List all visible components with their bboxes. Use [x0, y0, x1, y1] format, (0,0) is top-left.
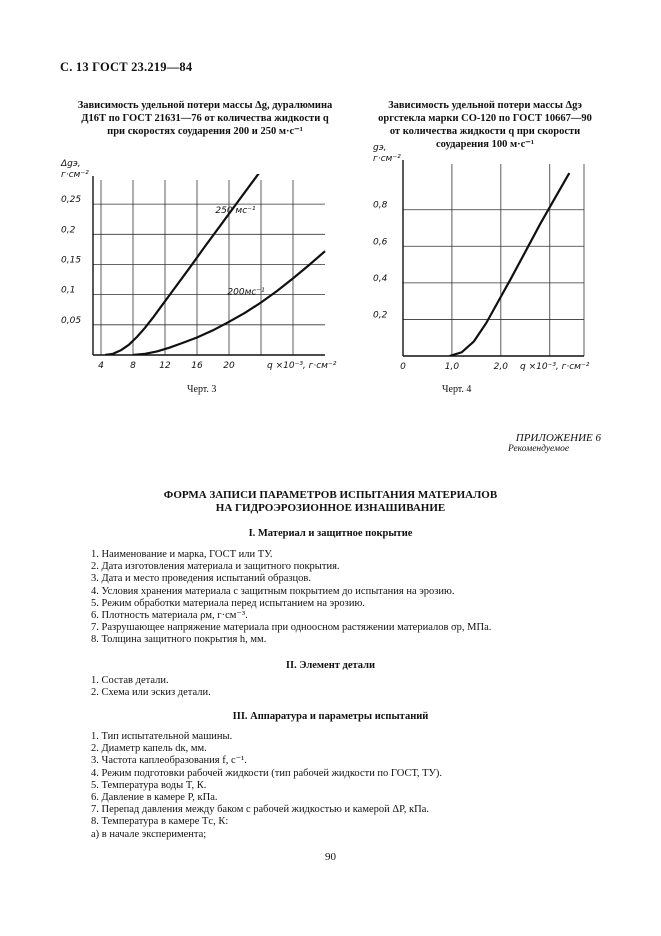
- x-axis-label: q ×10⁻³, г·см⁻²: [520, 362, 590, 372]
- x-axis-label: q ×10⁻³, г·см⁻²: [267, 361, 337, 371]
- chart3-caption-line: Д16Т по ГОСТ 21631—76 от количества жидкости q: [81, 113, 329, 124]
- series-label: 200мс⁻¹: [227, 287, 265, 298]
- chart3-caption-line: Зависимость удельной потери массы Δg, дуралюмина: [77, 100, 333, 111]
- x-tick-label: 20: [223, 361, 235, 371]
- y-tick-label: 0,4: [373, 273, 388, 284]
- section-1-title: I. Материал и защитное покрытие: [248, 528, 413, 539]
- list-item: 2. Дата изготовления материала и защитного покрытия.: [91, 561, 340, 573]
- chart3: [55, 160, 340, 375]
- list-item: 3. Частота каплеобразования f, с⁻¹.: [91, 755, 247, 767]
- list-item: 6. Давление в камере P, кПа.: [91, 792, 218, 804]
- y-tick-label: 0,1: [61, 285, 76, 296]
- list-item: 1. Тип испытательной машины.: [91, 731, 233, 742]
- x-tick-label: 1,0: [444, 362, 460, 372]
- y-tick-label: 0,2: [61, 225, 76, 236]
- list-item: 6. Плотность материала ρм, г·см⁻³.: [91, 610, 248, 622]
- x-tick-label: 4: [98, 361, 104, 371]
- section-1-list: [91, 549, 491, 647]
- page-header: С. 13 ГОСТ 23.219—84: [60, 60, 193, 74]
- chart3-caption: [60, 99, 350, 138]
- list-item: 4. Условия хранения материала с защитным покрытием до испытания на эрозию.: [91, 585, 455, 597]
- series-line: [105, 160, 269, 356]
- series-line: [450, 173, 570, 356]
- list-item: 1. Наименование и марка, ГОСТ или ТУ.: [91, 549, 273, 560]
- section-3-title: III. Аппаратура и параметры испытаний: [232, 711, 429, 722]
- x-tick-label: 0: [400, 362, 406, 372]
- list-item: 5. Температура воды T, К.: [91, 779, 207, 791]
- y-axis-label: Δgэ,: [61, 159, 81, 169]
- y-tick-label: 0,05: [61, 315, 82, 326]
- chart4-label: Черт. 4: [442, 384, 472, 395]
- y-tick-label: 0,8: [373, 200, 388, 211]
- list-item: 7. Разрушающее напряжение материала при одноосном растяжении материалов σр, МПа.: [91, 622, 492, 634]
- y-axis-label: gэ,: [373, 143, 387, 153]
- title-line: НА ГИДРОЭРОЗИОННОЕ ИЗНАШИВАНИЕ: [215, 502, 446, 514]
- document-title: [0, 489, 661, 515]
- chart3-caption-line: при скоростях соударения 200 и 250 м·с⁻¹: [107, 126, 303, 137]
- x-tick-label: 8: [130, 361, 136, 371]
- section-3-list: [91, 731, 442, 841]
- list-item: 3. Дата и место проведения испытаний образцов.: [91, 573, 311, 585]
- list-item: а) в начале эксперимента;: [91, 828, 207, 840]
- y-tick-label: 0,25: [61, 195, 82, 206]
- list-item: 5. Режим обработки материала перед испытанием на эрозию.: [91, 597, 365, 609]
- chart4-caption-line: оргстекла марки СО-120 по ГОСТ 10667—90: [378, 113, 592, 124]
- chart4-caption-line: от количества жидкости q при скорости: [389, 126, 581, 137]
- list-item: 4. Режим подготовки рабочей жидкости (тип рабочей жидкости по ГОСТ, ТУ).: [91, 767, 443, 779]
- list-item: 2. Диаметр капель dк, мм.: [91, 743, 207, 755]
- title-line: ФОРМА ЗАПИСИ ПАРАМЕТРОВ ИСПЫТАНИЯ МАТЕРИАЛОВ: [163, 489, 498, 501]
- appendix-sub: Рекомендуемое: [508, 444, 570, 454]
- y-tick-label: 0,2: [373, 310, 388, 321]
- y-axis-unit: г·см⁻²: [61, 170, 89, 180]
- appendix-label: ПРИЛОЖЕНИЕ 6: [515, 432, 601, 444]
- chart4-caption-line: соударения 100 м·с⁻¹: [436, 139, 534, 150]
- list-item: 8. Толщина защитного покрытия h, мм.: [91, 634, 267, 646]
- list-item: 8. Температура в камере Tс, К:: [91, 816, 229, 828]
- series-label: 250 мс⁻¹: [215, 206, 256, 217]
- x-tick-label: 12: [159, 361, 171, 371]
- section-2-list: [91, 675, 211, 699]
- chart4-caption: [370, 99, 600, 151]
- chart4-caption-line: Зависимость удельной потери массы Δgэ: [388, 100, 582, 111]
- y-tick-label: 0,6: [373, 237, 388, 248]
- x-tick-label: 16: [191, 361, 203, 371]
- section-2-title: II. Элемент детали: [285, 660, 376, 671]
- y-axis-unit: г·см⁻²: [373, 154, 401, 164]
- list-item: 7. Перепад давления между баком с рабочей жидкостью и камерой ΔP, кПа.: [91, 804, 430, 816]
- list-item: 1. Состав детали.: [91, 675, 169, 686]
- page-number: 90: [325, 851, 336, 863]
- y-tick-label: 0,15: [61, 255, 82, 266]
- x-tick-label: 2,0: [493, 362, 509, 372]
- list-item: 2. Схема или эскиз детали.: [91, 687, 211, 699]
- chart3-label: Черт. 3: [187, 384, 217, 395]
